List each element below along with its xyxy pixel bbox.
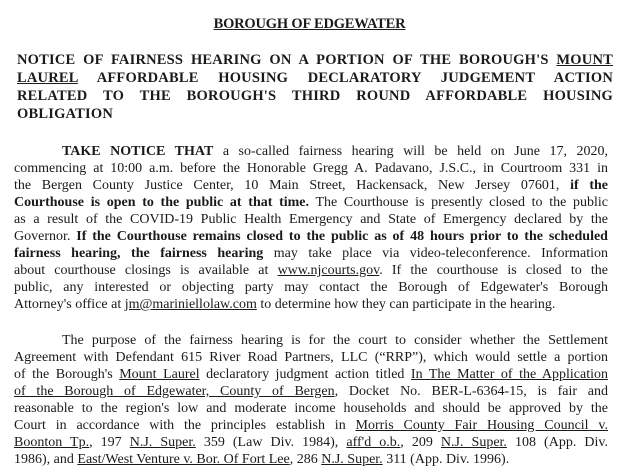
p1-line-2: commencing at 10:00 a.m. before the Honorable Gregg A. Padavano, J.S.C., in Courtroom 331 in bbox=[14, 161, 608, 176]
p2-line-8: 1986), and East/West Venture v. Bor. Of Fort Lee, 286 N.J. Super. 311 (App. Div. 1996). bbox=[14, 452, 510, 467]
p2-line-5: reasonable to the region's low and moderate income households and should be approved by the bbox=[14, 401, 608, 416]
p2-line-1: The purpose of the fairness hearing is for the court to consider whether the Settlement bbox=[62, 333, 608, 348]
heading-line-4: OBLIGATION bbox=[17, 106, 114, 122]
mount-laurel-term: LAUREL bbox=[17, 70, 78, 86]
p1-line-3: the Bergen County Justice Center, 10 Main Street, Hackensack, New Jersey 07601, if the bbox=[14, 178, 608, 193]
p1-line-9: public, any interested or objecting party may contact the Borough of Edgewater's Borough bbox=[14, 280, 608, 295]
p1-line-6: Governor. If the Courthouse remains closed to the public as of 48 hours prior to the scheduled bbox=[14, 229, 608, 244]
njcourts-link[interactable]: www.njcourts.gov bbox=[277, 263, 380, 278]
document-title: BOROUGH OF EDGEWATER bbox=[213, 16, 406, 32]
p2-line-3: of the Borough's Mount Laurel declaratory judgment action titled In The Matter of the Application bbox=[14, 367, 608, 382]
heading-line-1: NOTICE OF FAIRNESS HEARING ON A PORTION OF THE BOROUGH'S MOUNT bbox=[17, 52, 613, 68]
p2-line-2: Agreement with Defendant 615 River Road Partners, LLC (“RRP”), which would settle a portion bbox=[14, 350, 608, 365]
email-link[interactable]: jm@mariniellolaw.com bbox=[124, 297, 257, 312]
p2-line-6: Court in accordance with the principles establish in Morris County Fair Housing Council v. bbox=[14, 418, 608, 433]
p1-line-4: Courthouse is open to the public at that time. The Courthouse is presently closed to the public bbox=[14, 195, 608, 210]
p1-line-7: fairness hearing, the fairness hearing may take place via video-teleconference. Information bbox=[14, 246, 609, 261]
heading-line-2: LAUREL AFFORDABLE HOUSING DECLARATORY JUDGEMENT ACTION bbox=[17, 70, 613, 86]
heading-line-3: RELATED TO THE BOROUGH'S THIRD ROUND AFFORDABLE HOUSING bbox=[17, 88, 613, 104]
p2-line-4: of the Borough of Edgewater, County of Bergen, Docket No. BER-L-6364-15, is fair and bbox=[14, 384, 608, 399]
p2-line-7: Boonton Tp., 197 N.J. Super. 359 (Law Div. 1984), aff'd o.b., 209 N.J. Super. 108 (App. Div. bbox=[14, 435, 608, 450]
mount-laurel-term: MOUNT bbox=[556, 52, 613, 68]
p1-line-10: Attorney's office at jm@mariniellolaw.com to determine how they can participate in the hearing. bbox=[14, 297, 556, 312]
p1-line-8: about courthouse closings is available at www.njcourts.gov. If the courthouse is closed to the bbox=[14, 263, 609, 278]
p1-line-5: as a result of the COVID-19 Public Health Emergency and State of Emergency declared by the bbox=[14, 212, 608, 227]
p1-line-1: TAKE NOTICE THAT a so-called fairness hearing will be held on June 17, 2020, bbox=[62, 144, 608, 159]
